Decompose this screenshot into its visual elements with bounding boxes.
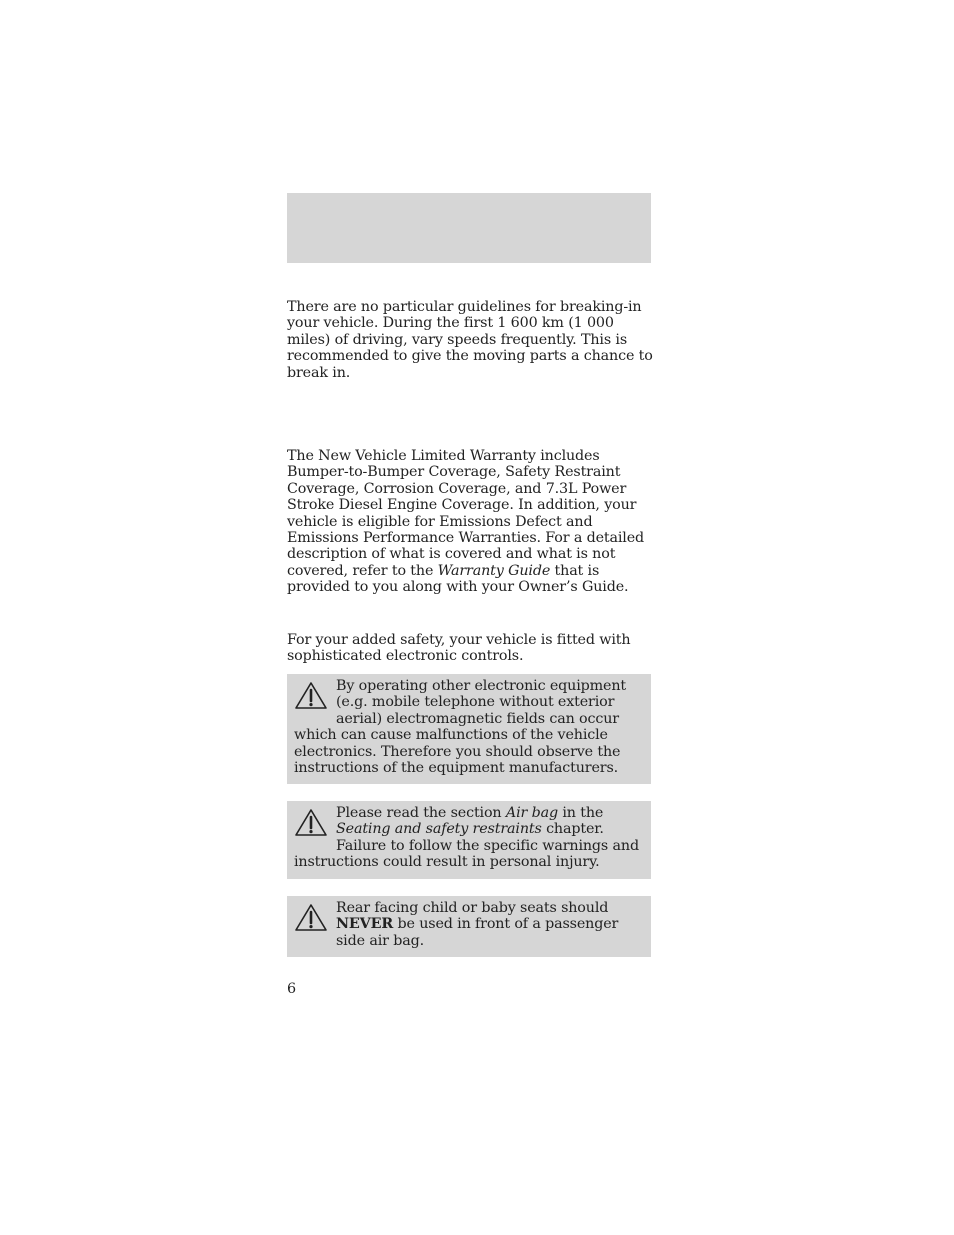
airbag-section-ref: Air bag bbox=[505, 805, 558, 821]
warranty-guide-title: Warranty Guide bbox=[437, 562, 551, 579]
warning-triangle-icon bbox=[294, 681, 328, 711]
warranty-text-before: The New Vehicle Limited Warranty includes Bumper-to-Bumper Coverage, Safety Restraint Coverage, Corrosion Coverage, and 7.3L Power Stroke Diesel Engine Coverage. In addition, your vehicle is eligible for Emissions Defect and Emissions Performance Warranties. For a detailed description of what is covered and what is not covered, refer to the bbox=[287, 448, 645, 579]
warranty-text-after: that is provided to you along with your Owner’s Guide. bbox=[287, 562, 629, 596]
breaking-in-paragraph: There are no particular guidelines for breaking-in your vehicle. During the first 1 600 km (1 000 miles) of driving, vary speeds frequently. This is recommended to give the moving parts a chance to break in. bbox=[287, 299, 653, 381]
warning-text-part2: in the bbox=[557, 805, 604, 821]
warning-triangle-icon bbox=[294, 808, 328, 838]
warning-text-electronics: By operating other electronic equipment (e.g. mobile telephone without exterior aerial) electromagnetic fields can occur which can cause malfunctions of the vehicle electronics. Therefore you should observe the instructions of the equipment manufacturers. bbox=[294, 678, 627, 777]
warning-triangle-icon bbox=[294, 903, 328, 933]
warning-text-part1: Rear facing child or baby seats should bbox=[336, 900, 609, 916]
page-number: 6 bbox=[287, 981, 297, 997]
warning-text-part3: chapter. Failure to follow the specific warnings and instructions could result in personal injury. bbox=[294, 821, 639, 871]
electronics-paragraph: For your added safety, your vehicle is fitted with sophisticated electronic controls. bbox=[287, 632, 631, 665]
warning-box-electronics bbox=[287, 674, 651, 784]
warning-box-child-seat bbox=[287, 896, 651, 957]
warning-text-part1: Please read the section bbox=[336, 805, 506, 821]
warning-text-part2: be used in front of a passenger side air bag. bbox=[336, 916, 619, 949]
warning-box-airbag-section bbox=[287, 801, 651, 879]
section-header-band bbox=[287, 193, 651, 263]
warranty-paragraph bbox=[287, 448, 657, 596]
never-emphasis: NEVER bbox=[336, 916, 394, 933]
seating-chapter-ref: Seating and safety restraints bbox=[336, 821, 542, 838]
